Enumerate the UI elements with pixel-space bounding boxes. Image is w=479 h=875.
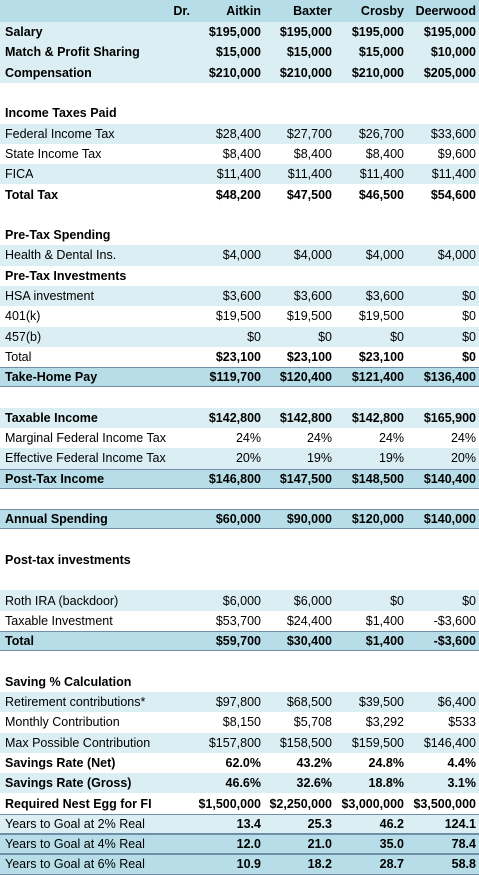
row-value-baxter: $8,400 — [293, 146, 332, 161]
row-value-crosby: $0 — [390, 593, 404, 608]
row-label: HSA investment — [5, 289, 94, 304]
row-value-crosby: 24% — [378, 431, 404, 446]
row-value-aitkin: $4,000 — [222, 248, 261, 263]
row-value-baxter: $6,000 — [293, 593, 332, 608]
table-row — [0, 408, 479, 428]
row-value-deerwood: $533 — [448, 715, 476, 730]
row-value-aitkin: $0 — [247, 329, 261, 344]
table-row — [0, 367, 479, 387]
table-row — [0, 489, 479, 509]
row-value-deerwood: $4,000 — [437, 248, 476, 263]
table-row — [0, 83, 479, 103]
row-label: Total — [5, 634, 34, 649]
header-row — [0, 0, 479, 22]
row-label: Post-Tax Income — [5, 471, 105, 486]
table-row — [0, 63, 479, 83]
table-row — [0, 144, 479, 164]
row-value-deerwood: $10,000 — [430, 45, 476, 60]
table-row — [0, 530, 479, 550]
row-value-aitkin: $8,400 — [222, 146, 261, 161]
row-value-deerwood: 3.1% — [447, 776, 476, 791]
row-value-deerwood: 20% — [450, 451, 476, 466]
table-row — [0, 854, 479, 874]
table-row — [0, 42, 479, 62]
row-value-baxter: 18.2 — [307, 857, 332, 872]
header-crosby: Crosby — [360, 4, 404, 18]
table-row — [0, 266, 479, 286]
table-row — [0, 469, 479, 489]
row-label: Annual Spending — [5, 512, 108, 527]
row-value-aitkin: 62.0% — [225, 755, 261, 770]
row-value-baxter: 21.0 — [307, 837, 332, 852]
row-label: Pre-Tax Investments — [5, 268, 127, 283]
row-value-deerwood: $0 — [462, 289, 476, 304]
row-value-deerwood: $54,600 — [430, 187, 476, 202]
row-value-baxter: 19% — [306, 451, 332, 466]
row-value-deerwood: $0 — [462, 593, 476, 608]
row-label: Pre-Tax Spending — [5, 228, 111, 243]
row-label: State Income Tax — [5, 146, 102, 161]
row-label: Match & Profit Sharing — [5, 45, 140, 60]
row-label: Savings Rate (Gross) — [5, 776, 132, 791]
table-row — [0, 205, 479, 225]
row-value-baxter: $15,000 — [286, 45, 332, 60]
row-label: Years to Goal at 4% Real — [5, 837, 145, 852]
row-value-baxter: $147,500 — [279, 471, 332, 486]
row-label: 401(k) — [5, 309, 41, 324]
row-value-aitkin: 12.0 — [236, 837, 261, 852]
header-aitkin: Aitkin — [226, 4, 261, 18]
row-value-aitkin: $157,800 — [208, 735, 261, 750]
row-value-aitkin: $59,700 — [215, 634, 261, 649]
table-row — [0, 509, 479, 529]
table-row — [0, 793, 479, 813]
row-value-crosby: $15,000 — [358, 45, 404, 60]
row-value-crosby: $3,000,000 — [341, 796, 404, 811]
row-value-aitkin: 46.6% — [225, 776, 261, 791]
table-row — [0, 124, 479, 144]
row-value-deerwood: $136,400 — [423, 370, 476, 385]
header-dr: Dr. — [173, 4, 190, 18]
row-label: Monthly Contribution — [5, 715, 120, 730]
row-value-aitkin: $6,000 — [222, 593, 261, 608]
row-value-crosby: $159,500 — [351, 735, 404, 750]
row-value-aitkin: $53,700 — [215, 613, 261, 628]
row-value-deerwood: $0 — [462, 309, 476, 324]
row-value-crosby: $148,500 — [351, 471, 404, 486]
row-value-baxter: $210,000 — [279, 65, 332, 80]
row-value-crosby: 19% — [378, 451, 404, 466]
row-value-crosby: 28.7 — [379, 857, 404, 872]
row-value-aitkin: 20% — [235, 451, 261, 466]
row-value-crosby: $120,000 — [351, 512, 404, 527]
row-value-crosby: $8,400 — [365, 146, 404, 161]
row-value-baxter: $11,400 — [287, 167, 332, 182]
table-row — [0, 773, 479, 793]
row-value-aitkin: $210,000 — [208, 65, 261, 80]
table-row — [0, 712, 479, 732]
row-value-aitkin: 24% — [235, 431, 261, 446]
row-label: Saving % Calculation — [5, 674, 132, 689]
row-value-baxter: $90,000 — [286, 512, 332, 527]
row-value-deerwood: $0 — [462, 349, 476, 364]
row-value-aitkin: 10.9 — [236, 857, 261, 872]
row-label: Post-tax investments — [5, 552, 131, 567]
row-value-aitkin: $1,500,000 — [198, 796, 261, 811]
row-label: Income Taxes Paid — [5, 106, 117, 121]
row-label: Required Nest Egg for FI — [5, 796, 152, 811]
row-value-crosby: $26,700 — [358, 126, 404, 141]
row-value-baxter: $0 — [318, 329, 332, 344]
row-label: FICA — [5, 167, 34, 182]
row-value-crosby: $4,000 — [365, 248, 404, 263]
row-value-deerwood: 24% — [450, 431, 476, 446]
row-value-crosby: $19,500 — [358, 309, 404, 324]
row-value-deerwood: 78.4 — [451, 837, 476, 852]
row-label: Federal Income Tax — [5, 126, 115, 141]
table-row — [0, 225, 479, 245]
row-value-aitkin: $11,400 — [216, 167, 261, 182]
row-value-crosby: $210,000 — [351, 65, 404, 80]
table-row — [0, 590, 479, 610]
row-value-baxter: $27,700 — [286, 126, 332, 141]
row-value-crosby: $142,800 — [351, 410, 404, 425]
row-value-crosby: $1,400 — [365, 634, 404, 649]
row-value-deerwood: $3,500,000 — [413, 796, 476, 811]
table-row — [0, 692, 479, 712]
row-value-aitkin: 13.4 — [236, 816, 261, 831]
table-row — [0, 306, 479, 326]
row-value-crosby: $11,400 — [359, 167, 404, 182]
row-label: Marginal Federal Income Tax — [5, 431, 166, 446]
row-label: Health & Dental Ins. — [5, 248, 117, 263]
row-value-baxter: $120,400 — [279, 370, 332, 385]
table-row — [0, 347, 479, 367]
table-row — [0, 834, 479, 854]
row-value-crosby: $121,400 — [351, 370, 404, 385]
row-value-baxter: $19,500 — [286, 309, 332, 324]
row-value-baxter: 24% — [306, 431, 332, 446]
row-label: Taxable Investment — [5, 613, 113, 628]
table-row — [0, 286, 479, 306]
row-value-deerwood: $6,400 — [437, 695, 476, 710]
table-row — [0, 387, 479, 407]
row-value-crosby: $3,292 — [365, 715, 404, 730]
row-value-deerwood: 58.8 — [451, 857, 476, 872]
table-row — [0, 184, 479, 204]
table-row — [0, 672, 479, 692]
row-value-aitkin: $23,100 — [215, 349, 261, 364]
row-value-baxter: 32.6% — [296, 776, 332, 791]
row-value-crosby: 24.8% — [368, 755, 404, 770]
row-value-deerwood: $205,000 — [423, 65, 476, 80]
row-label: Total Tax — [5, 187, 59, 202]
row-value-crosby: 46.2 — [379, 816, 404, 831]
row-label: Years to Goal at 6% Real — [5, 857, 145, 872]
row-value-crosby: $39,500 — [358, 695, 404, 710]
row-value-baxter: $68,500 — [286, 695, 332, 710]
row-value-deerwood: $11,400 — [431, 167, 476, 182]
row-value-deerwood: $33,600 — [430, 126, 476, 141]
row-value-deerwood: -$3,600 — [433, 613, 476, 628]
row-value-aitkin: $142,800 — [208, 410, 261, 425]
row-value-aitkin: $28,400 — [215, 126, 261, 141]
row-label: Effective Federal Income Tax — [5, 451, 166, 466]
table-row — [0, 570, 479, 590]
row-value-aitkin: $119,700 — [209, 370, 261, 385]
row-value-deerwood: $140,400 — [423, 471, 476, 486]
row-value-baxter: 43.2% — [296, 755, 332, 770]
row-value-baxter: $5,708 — [293, 715, 332, 730]
row-value-baxter: $142,800 — [279, 410, 332, 425]
row-label: Years to Goal at 2% Real — [5, 816, 145, 831]
row-value-deerwood: $146,400 — [423, 735, 476, 750]
table-row — [0, 103, 479, 123]
row-value-aitkin: $19,500 — [215, 309, 261, 324]
row-label: Savings Rate (Net) — [5, 755, 116, 770]
row-value-crosby: $46,500 — [358, 187, 404, 202]
row-value-aitkin: $8,150 — [222, 715, 261, 730]
row-value-aitkin: $195,000 — [208, 25, 261, 40]
row-value-baxter: 25.3 — [307, 816, 332, 831]
row-label: Taxable Income — [5, 410, 98, 425]
table-row — [0, 448, 479, 468]
row-value-aitkin: $146,800 — [208, 471, 261, 486]
row-label: Retirement contributions* — [5, 695, 146, 710]
row-value-deerwood: $0 — [462, 329, 476, 344]
row-label: Roth IRA (backdoor) — [5, 593, 119, 608]
row-value-baxter: $2,250,000 — [269, 796, 332, 811]
row-value-aitkin: $3,600 — [222, 289, 261, 304]
row-value-deerwood: $195,000 — [423, 25, 476, 40]
row-value-crosby: $23,100 — [358, 349, 404, 364]
row-value-baxter: $195,000 — [279, 25, 332, 40]
row-value-aitkin: $15,000 — [215, 45, 261, 60]
table-row — [0, 164, 479, 184]
table-row — [0, 753, 479, 773]
row-value-crosby: $1,400 — [365, 613, 404, 628]
row-value-baxter: $30,400 — [286, 634, 332, 649]
row-value-baxter: $3,600 — [293, 289, 332, 304]
table-row — [0, 733, 479, 753]
row-value-baxter: $23,100 — [286, 349, 332, 364]
row-value-aitkin: $60,000 — [215, 512, 261, 527]
row-label: Total — [5, 349, 32, 364]
row-value-deerwood: 124.1 — [444, 816, 476, 831]
row-value-deerwood: -$3,600 — [433, 634, 476, 649]
row-label: Take-Home Pay — [5, 370, 98, 385]
row-value-deerwood: $140,000 — [423, 512, 476, 527]
row-label: Compensation — [5, 65, 92, 80]
row-label: 457(b) — [5, 329, 42, 344]
row-value-aitkin: $97,800 — [215, 695, 261, 710]
table-row — [0, 550, 479, 570]
row-value-crosby: $195,000 — [351, 25, 404, 40]
header-baxter: Baxter — [293, 4, 332, 18]
row-value-crosby: 35.0 — [379, 837, 404, 852]
row-value-baxter: $4,000 — [293, 248, 332, 263]
table-row — [0, 22, 479, 42]
row-value-crosby: $0 — [390, 329, 404, 344]
row-value-deerwood: $9,600 — [437, 146, 476, 161]
row-label: Salary — [5, 25, 43, 40]
table-row — [0, 814, 479, 834]
table-row — [0, 611, 479, 631]
row-value-baxter: $47,500 — [286, 187, 332, 202]
row-value-deerwood: $165,900 — [423, 410, 476, 425]
row-value-baxter: $158,500 — [279, 735, 332, 750]
table-row — [0, 651, 479, 671]
row-value-deerwood: 4.4% — [447, 755, 476, 770]
row-label: Max Possible Contribution — [5, 735, 151, 750]
row-value-baxter: $24,400 — [286, 613, 332, 628]
table-row — [0, 327, 479, 347]
header-deerwood: Deerwood — [415, 4, 476, 18]
table-row — [0, 631, 479, 651]
table-row — [0, 245, 479, 265]
row-value-crosby: $3,600 — [365, 289, 404, 304]
table-row — [0, 428, 479, 448]
row-value-crosby: 18.8% — [368, 776, 404, 791]
row-value-aitkin: $48,200 — [215, 187, 261, 202]
